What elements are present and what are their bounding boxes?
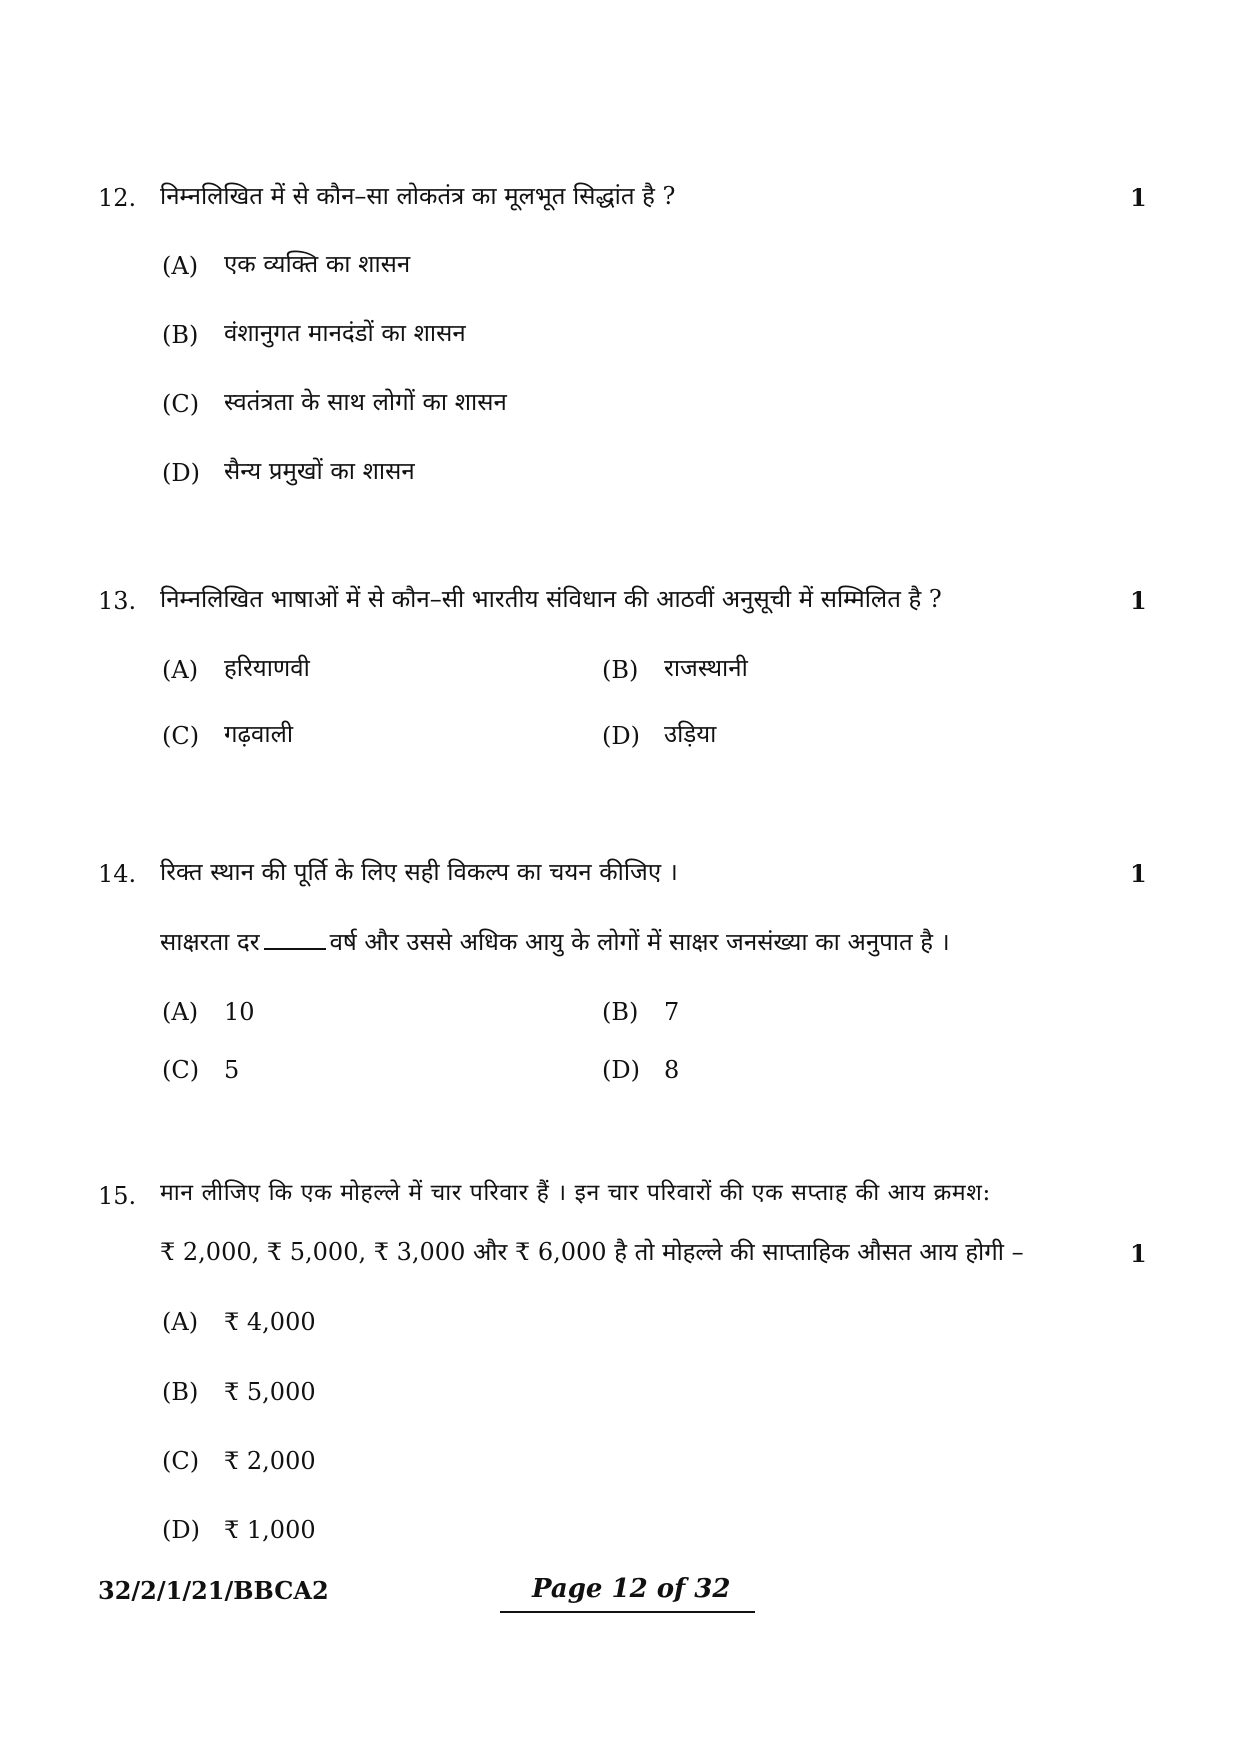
question-14-number: 14.	[98, 860, 137, 888]
q13-option-a-text: हरियाणवी	[224, 654, 310, 682]
q14-option-b-label: (B)	[602, 998, 639, 1026]
q14-option-a-label: (A)	[162, 998, 199, 1026]
q14-option-a-text: 10	[224, 998, 255, 1026]
q12-option-b-text: वंशानुगत मानदंडों का शासन	[224, 319, 466, 347]
q13-option-b-text: राजस्थानी	[664, 654, 748, 682]
q13-option-c-text: गढ़वाली	[224, 720, 294, 748]
q14-option-b-text: 7	[664, 998, 680, 1026]
question-14-stem-after: वर्ष और उससे अधिक आयु के लोगों में साक्षर जनसंख्या का अनुपात है ।	[329, 928, 950, 956]
q12-option-c-text: स्वतंत्रता के साथ लोगों का शासन	[224, 388, 507, 416]
q13-option-c-label: (C)	[162, 722, 200, 750]
paper-code: 32/2/1/21/BBCA2	[98, 1576, 329, 1605]
page-number-underline	[500, 1611, 755, 1613]
q12-option-d-text: सैन्य प्रमुखों का शासन	[224, 457, 415, 485]
question-13-number: 13.	[98, 587, 137, 615]
question-14-marks: 1	[1130, 859, 1147, 888]
q12-option-a-label: (A)	[162, 252, 199, 280]
question-15-number: 15.	[98, 1182, 137, 1210]
question-14-blank	[264, 948, 326, 950]
q15-option-b-text: ₹ 5,000	[224, 1378, 316, 1406]
q15-option-b-label: (B)	[162, 1378, 199, 1406]
q13-option-d-text: उड़िया	[664, 720, 717, 748]
question-14-stem-before: साक्षरता दर	[160, 928, 260, 956]
q12-option-c-label: (C)	[162, 390, 200, 418]
question-15-text-line1: मान लीजिए कि एक मोहल्ले में चार परिवार हैं । इन चार परिवारों की एक सप्ताह की आय क्रमश:	[160, 1180, 991, 1206]
q13-option-a-label: (A)	[162, 656, 199, 684]
question-13-marks: 1	[1130, 586, 1147, 615]
q14-option-c-label: (C)	[162, 1056, 200, 1084]
question-15-marks: 1	[1130, 1239, 1147, 1268]
question-15-text-line2: ₹ 2,000, ₹ 5,000, ₹ 3,000 और ₹ 6,000 है तो मोहल्ले की साप्ताहिक औसत आय होगी –	[160, 1238, 1024, 1266]
question-12-number: 12.	[98, 184, 137, 212]
page-number: Page 12 of 32	[532, 1574, 731, 1604]
question-13-text: निम्नलिखित भाषाओं में से कौन–सी भारतीय संविधान की आठवीं अनुसूची में सम्मिलित है ?	[160, 585, 942, 613]
q12-option-a-text: एक व्यक्ति का शासन	[224, 250, 411, 278]
q12-option-b-label: (B)	[162, 321, 199, 349]
q15-option-d-text: ₹ 1,000	[224, 1516, 316, 1544]
q14-option-d-text: 8	[664, 1056, 680, 1084]
question-12-marks: 1	[1130, 183, 1147, 212]
question-14-stem	[160, 928, 950, 957]
question-14-text: रिक्त स्थान की पूर्ति के लिए सही विकल्प का चयन कीजिए ।	[160, 858, 678, 886]
q15-option-a-text: ₹ 4,000	[224, 1308, 316, 1336]
q14-option-c-text: 5	[224, 1056, 240, 1084]
q15-option-a-label: (A)	[162, 1308, 199, 1336]
q13-option-b-label: (B)	[602, 656, 639, 684]
q14-option-d-label: (D)	[602, 1056, 640, 1084]
q15-option-d-label: (D)	[162, 1516, 200, 1544]
question-12-text: निम्नलिखित में से कौन–सा लोकतंत्र का मूलभूत सिद्धांत है ?	[160, 182, 676, 210]
q15-option-c-label: (C)	[162, 1447, 200, 1475]
q12-option-d-label: (D)	[162, 459, 200, 487]
q13-option-d-label: (D)	[602, 722, 640, 750]
q15-option-c-text: ₹ 2,000	[224, 1447, 316, 1475]
